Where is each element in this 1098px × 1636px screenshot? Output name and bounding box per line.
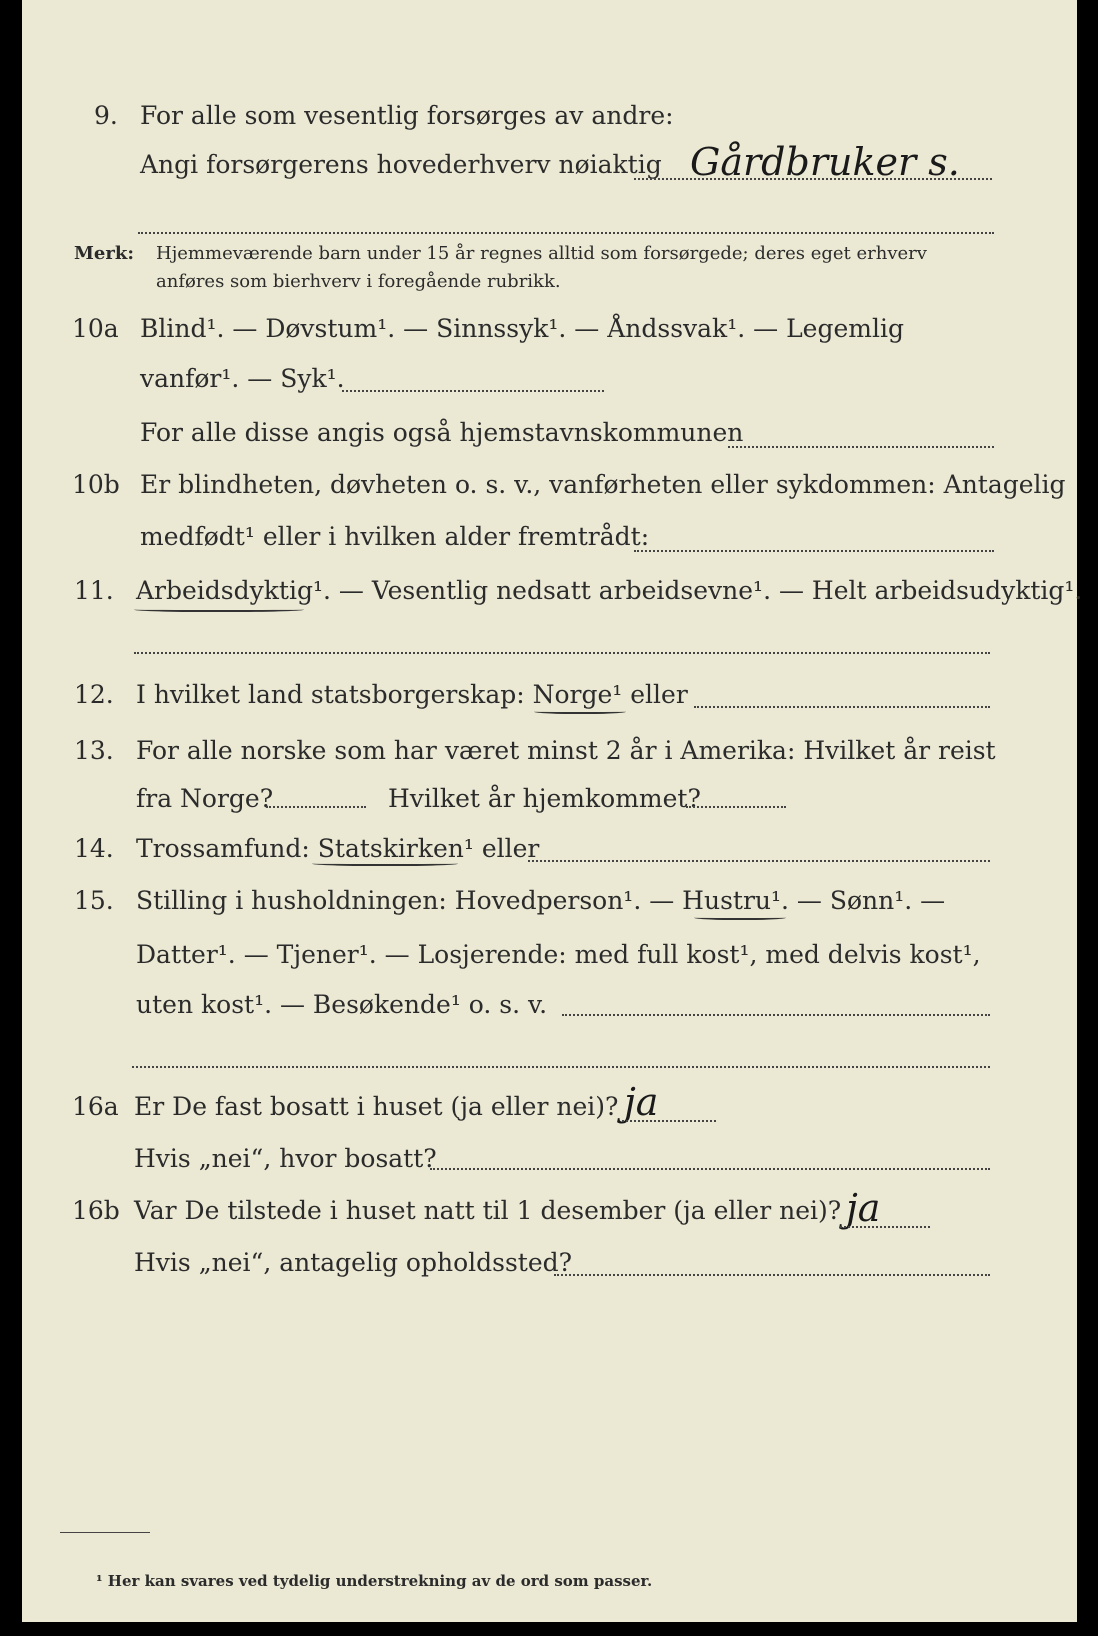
q16b-number: 16b — [72, 1196, 120, 1225]
q10a-line1: Blind¹. — Døvstum¹. — Sinnssyk¹. — Åndssvak¹. — Legemlig — [140, 314, 904, 343]
q9-question-line1: For alle som vesentlig forsørges av andre: — [140, 101, 674, 130]
q15-extra-line — [132, 1066, 990, 1068]
q14-line1: Trossamfund: Statskirken¹ eller — [136, 834, 540, 863]
q15-underline-hustru — [694, 914, 786, 920]
footnote-text: ¹ Her kan svares ved tydelig understrekning av de ord som passer. — [96, 1572, 653, 1590]
q10a-hjemstavn-answer-line — [728, 446, 994, 448]
q13-reist-answer-line — [266, 806, 366, 808]
q12-line1: I hvilket land statsborgerskap: Norge¹ eller — [136, 680, 688, 709]
q13-line2a: fra Norge? — [136, 784, 274, 813]
q10a-line2: vanfør¹. — Syk¹. — [140, 364, 345, 393]
q16b-line1: Var De tilstede i huset natt til 1 desember (ja eller nei)? — [134, 1196, 842, 1225]
q10b-answer-line — [634, 550, 994, 552]
merk-text-line1: Hjemmeværende barn under 15 år regnes alltid som forsørgede; deres eget erhverv — [156, 243, 927, 264]
q10a-number: 10a — [72, 314, 119, 343]
q15-number: 15. — [74, 886, 114, 915]
q15-answer-line — [562, 1014, 990, 1016]
q13-line1: For alle norske som har været minst 2 år i Amerika: Hvilket år reist — [136, 736, 996, 765]
merk-label: Merk: — [74, 243, 134, 264]
footnote-rule — [60, 1532, 150, 1533]
q14-underline-statskirken — [312, 860, 458, 866]
q12-number: 12. — [74, 680, 114, 709]
q16b-handwritten-answer: ja — [846, 1186, 881, 1230]
q10b-line1: Er blindheten, døvheten o. s. v., vanførheten eller sykdommen: Antagelig — [140, 470, 1066, 499]
q10b-number: 10b — [72, 470, 120, 499]
q12-answer-line — [694, 706, 990, 708]
q9-extra-line — [138, 232, 994, 234]
q16a-handwritten-answer: ja — [624, 1080, 659, 1124]
q11-underline-arbeidsdyktig — [134, 606, 304, 612]
q11-extra-line — [134, 652, 990, 654]
q14-number: 14. — [74, 834, 114, 863]
q16b-line2: Hvis „nei“, antagelig opholdssted? — [134, 1248, 573, 1277]
q15-line3: uten kost¹. — Besøkende¹ o. s. v. — [136, 990, 548, 1019]
q15-line2: Datter¹. — Tjener¹. — Losjerende: med full kost¹, med delvis kost¹, — [136, 940, 981, 969]
q10a-syk-answer-line — [342, 390, 604, 392]
q16a-line2: Hvis „nei“, hvor bosatt? — [134, 1144, 437, 1173]
q16b-opholdssted-answer-line — [554, 1274, 990, 1276]
q9-question-line2: Angi forsørgerens hovederhverv nøiaktig — [140, 150, 662, 179]
q13-line2b: Hvilket år hjemkommet? — [388, 784, 701, 813]
q16b-answer-line — [840, 1226, 930, 1228]
q14-answer-line — [528, 860, 990, 862]
q11-line1: Arbeidsdyktig¹. — Vesentlig nedsatt arbeidsevne¹. — Helt arbeidsudyktig¹. — [136, 576, 1083, 605]
q9-handwritten-answer: Gårdbruker s. — [690, 140, 960, 184]
q13-hjemkommet-answer-line — [686, 806, 786, 808]
q13-number: 13. — [74, 736, 114, 765]
q16a-answer-line — [622, 1120, 716, 1122]
q16a-number: 16a — [72, 1092, 119, 1121]
q11-number: 11. — [74, 576, 114, 605]
q15-line1: Stilling i husholdningen: Hovedperson¹. — Hustru¹. — Sønn¹. — — [136, 886, 946, 915]
merk-text-line2: anføres som bierhverv i foregående rubrikk. — [156, 271, 561, 292]
census-form-page — [22, 0, 1083, 1622]
q10a-line3: For alle disse angis også hjemstavnskommunen — [140, 418, 744, 447]
q9-number: 9. — [94, 101, 118, 130]
q10b-line2: medfødt¹ eller i hvilken alder fremtrådt: — [140, 522, 650, 551]
q16a-bosatt-answer-line — [430, 1168, 990, 1170]
q16a-line1: Er De fast bosatt i huset (ja eller nei)? — [134, 1092, 619, 1121]
q12-underline-norge — [534, 708, 626, 714]
